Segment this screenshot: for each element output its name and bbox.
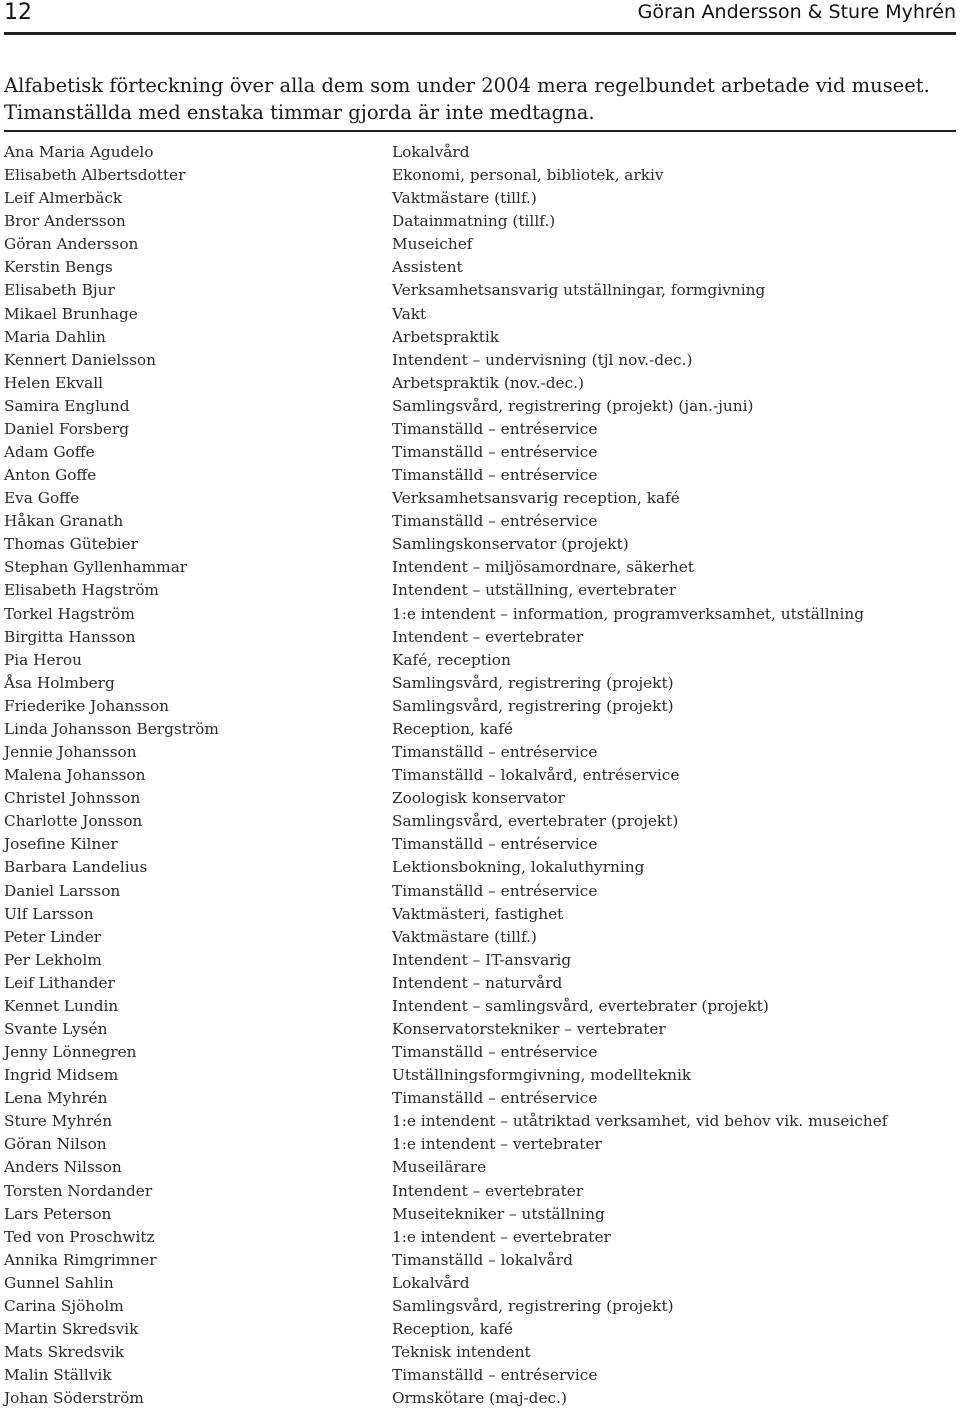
staff-row [0,1041,960,1064]
staff-role: Intendent – utställning, evertebrater [392,581,677,600]
staff-list [0,141,960,1410]
staff-role: Datainmatning (tillf.) [392,212,556,231]
staff-role: Timanställd – entréservice [392,512,598,531]
staff-role: Samlingsvård, registrering (projekt) [392,673,674,692]
staff-row [0,1133,960,1156]
page-number: 12 [4,0,32,25]
staff-name: Mikael Brunhage [4,304,138,323]
staff-role: Timanställd – entréservice [392,466,598,485]
staff-role: Timanställd – entréservice [392,881,598,900]
staff-role: Intendent – undervisning (tjl nov.-dec.) [392,350,693,369]
staff-name: Kerstin Bengs [4,258,113,277]
staff-name: Annika Rimgrimner [4,1250,157,1269]
staff-role: Samlingsvård, registrering (projekt) (jan.-juni) [392,396,754,415]
staff-name: Anton Goffe [4,466,97,485]
running-head-authors: Göran Andersson & Sture Myhrén [637,1,956,23]
staff-row [0,1318,960,1341]
header-rule [4,32,956,35]
staff-row [0,164,960,187]
staff-row [0,672,960,695]
staff-name: Thomas Gütebier [4,535,138,554]
staff-name: Anders Nilsson [4,1158,122,1177]
staff-name: Josefine Kilner [4,835,118,854]
staff-role: Intendent – evertebrater [392,627,584,646]
staff-role: Timanställd – lokalvård, entréservice [392,766,680,785]
staff-role: Vakt [392,304,427,323]
staff-row [0,349,960,372]
staff-role: Lokalvård [392,1273,470,1292]
staff-role: Arbetspraktik [392,327,500,346]
staff-role: Museilärare [392,1158,487,1177]
staff-role: Timanställd – lokalvård [392,1250,573,1269]
staff-name: Johan Söderström [4,1389,144,1408]
staff-row [0,1018,960,1041]
staff-name: Mats Skredsvik [4,1343,125,1362]
staff-row [0,141,960,164]
staff-role: Timanställd – entréservice [392,835,598,854]
staff-role: Vaktmästare (tillf.) [392,927,537,946]
staff-name: Leif Lithander [4,973,115,992]
staff-row [0,1110,960,1133]
staff-role: Reception, kafé [392,1319,513,1338]
staff-name: Linda Johansson Bergström [4,719,219,738]
staff-row [0,626,960,649]
staff-row [0,1295,960,1318]
staff-row [0,233,960,256]
staff-name: Samira Englund [4,396,130,415]
staff-name: Barbara Landelius [4,858,148,877]
staff-name: Lena Myhrén [4,1089,108,1108]
staff-name: Pia Herou [4,650,82,669]
staff-name: Jennie Johansson [4,743,137,762]
staff-name: Peter Linder [4,927,102,946]
staff-row [0,880,960,903]
staff-role: Timanställd – entréservice [392,443,598,462]
staff-row [0,303,960,326]
staff-name: Håkan Granath [4,512,124,531]
staff-name: Eva Goffe [4,489,80,508]
staff-row [0,995,960,1018]
staff-name: Jenny Lönnegren [4,1043,137,1062]
staff-role: Timanställd – entréservice [392,419,598,438]
staff-name: Christel Johnsson [4,789,141,808]
staff-name: Elisabeth Albertsdotter [4,166,186,185]
staff-name: Gunnel Sahlin [4,1273,114,1292]
staff-role: Lektionsbokning, lokaluthyrning [392,858,645,877]
staff-row [0,787,960,810]
staff-role: Samlingskonservator (projekt) [392,535,629,554]
staff-name: Elisabeth Bjur [4,281,115,300]
staff-role: Vaktmästeri, fastighet [392,904,564,923]
staff-row [0,1064,960,1087]
staff-role: Ormskötare (maj-dec.) [392,1389,567,1408]
staff-row [0,372,960,395]
staff-role: Konservatorstekniker – vertebrater [392,1019,666,1038]
staff-name: Stephan Gyllenhammar [4,558,188,577]
staff-name: Åsa Holmberg [4,673,115,692]
staff-row [0,395,960,418]
staff-name: Daniel Forsberg [4,419,130,438]
staff-row [0,718,960,741]
staff-name: Birgitta Hansson [4,627,136,646]
staff-row [0,1341,960,1364]
staff-name: Malin Ställvik [4,1366,112,1385]
staff-role: 1:e intendent – utåtriktad verksamhet, vid behov vik. museichef [392,1112,888,1131]
staff-role: Samlingsvård, registrering (projekt) [392,1296,674,1315]
staff-role: Intendent – evertebrater [392,1181,584,1200]
staff-role: Museitekniker – utställning [392,1204,605,1223]
staff-name: Ana Maria Agudelo [4,143,154,161]
staff-role: Utställningsformgivning, modellteknik [392,1066,692,1085]
staff-name: Carina Sjöholm [4,1296,124,1315]
staff-row [0,649,960,672]
staff-role: Intendent – miljösamordnare, säkerhet [392,558,694,577]
staff-row [0,1203,960,1226]
staff-row [0,187,960,210]
staff-row [0,1180,960,1203]
staff-row [0,926,960,949]
staff-name: Helen Ekvall [4,373,104,392]
staff-name: Elisabeth Hagström [4,581,159,600]
staff-role: Intendent – samlingsvård, evertebrater (projekt) [392,996,769,1015]
staff-row [0,256,960,279]
staff-role: Verksamhetsansvarig utställningar, formgivning [392,281,766,300]
staff-row [0,418,960,441]
staff-row [0,764,960,787]
staff-row [0,1226,960,1249]
staff-name: Leif Almerbäck [4,189,123,208]
staff-role: Intendent – IT-ansvarig [392,950,572,969]
staff-role: Arbetspraktik (nov.-dec.) [392,373,584,392]
staff-row [0,1272,960,1295]
staff-name: Svante Lysén [4,1019,108,1038]
page-header [0,0,960,32]
staff-row [0,1156,960,1179]
staff-row [0,741,960,764]
staff-row [0,949,960,972]
staff-name: Sture Myhrén [4,1112,113,1131]
section-rule [4,130,956,132]
staff-name: Göran Nilson [4,1135,107,1154]
staff-row [0,603,960,626]
staff-role: Timanställd – entréservice [392,1043,598,1062]
staff-role: Teknisk intendent [392,1343,531,1362]
staff-name: Ingrid Midsem [4,1066,119,1085]
staff-role: Timanställd – entréservice [392,1089,598,1108]
staff-name: Friederike Johansson [4,696,170,715]
staff-row [0,510,960,533]
staff-name: Maria Dahlin [4,327,106,346]
staff-role: Verksamhetsansvarig reception, kafé [392,489,680,508]
staff-role: Samlingsvård, evertebrater (projekt) [392,812,679,831]
staff-role: Ekonomi, personal, bibliotek, arkiv [392,166,664,185]
staff-row [0,441,960,464]
staff-name: Torsten Nordander [4,1181,153,1200]
staff-role: Museichef [392,235,473,254]
staff-row [0,1249,960,1272]
staff-name: Per Lekholm [4,950,102,969]
staff-row [0,856,960,879]
staff-role: Lokalvård [392,143,470,161]
staff-name: Bror Andersson [4,212,126,231]
staff-role: Intendent – naturvård [392,973,563,992]
staff-row [0,556,960,579]
staff-name: Ted von Proschwitz [4,1227,155,1246]
staff-role: 1:e intendent – vertebrater [392,1135,602,1154]
staff-name: Ulf Larsson [4,904,94,923]
staff-role: Kafé, reception [392,650,511,669]
staff-name: Daniel Larsson [4,881,121,900]
staff-row [0,326,960,349]
staff-name: Kennet Lundin [4,996,119,1015]
staff-row [0,1364,960,1387]
staff-role: 1:e intendent – information, programverksamhet, utställning [392,604,865,623]
staff-role: Assistent [392,258,463,277]
staff-row [0,1387,960,1410]
staff-role: Zoologisk konservator [392,789,565,808]
staff-row [0,579,960,602]
staff-role: Samlingsvård, registrering (projekt) [392,696,674,715]
staff-role: 1:e intendent – evertebrater [392,1227,611,1246]
staff-row [0,210,960,233]
intro-paragraph: Alfabetisk förteckning över alla dem som under 2004 mera regelbundet arbetade vid museet. Timanställda med enstaka timmar gjorda är inte medtagna. [4,74,930,124]
staff-row [0,695,960,718]
staff-row [0,972,960,995]
staff-row [0,279,960,302]
staff-name: Martin Skredsvik [4,1319,139,1338]
staff-row [0,833,960,856]
staff-role: Vaktmästare (tillf.) [392,189,537,208]
staff-row [0,464,960,487]
staff-role: Reception, kafé [392,719,513,738]
staff-name: Charlotte Jonsson [4,812,143,831]
staff-name: Torkel Hagström [4,604,135,623]
staff-row [0,903,960,926]
staff-name: Kennert Danielsson [4,350,156,369]
staff-name: Göran Andersson [4,235,139,254]
staff-row [0,810,960,833]
staff-row [0,533,960,556]
staff-row [0,1087,960,1110]
staff-name: Lars Peterson [4,1204,112,1223]
staff-name: Malena Johansson [4,766,146,785]
staff-role: Timanställd – entréservice [392,1366,598,1385]
staff-role: Timanställd – entréservice [392,743,598,762]
staff-name: Adam Goffe [4,443,95,462]
staff-row [0,487,960,510]
